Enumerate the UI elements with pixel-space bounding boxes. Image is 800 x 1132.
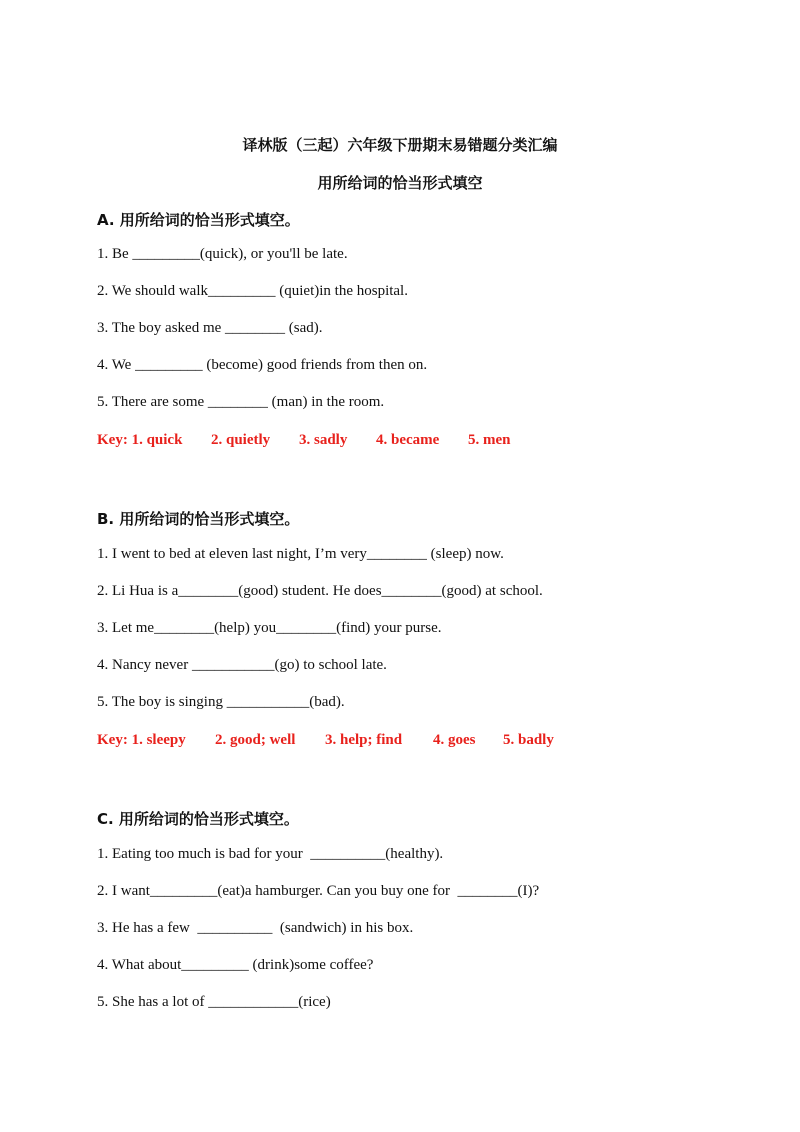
question-item: 3. Let me________(help) you________(find) your purse. <box>97 620 442 636</box>
question-item: 3. The boy asked me ________ (sad). <box>97 320 323 336</box>
question-item: 4. Nancy never ___________(go) to school late. <box>97 657 387 673</box>
question-item: 1. I went to bed at eleven last night, I’m very________ (sleep) now. <box>97 546 504 562</box>
key-item: 4. became <box>376 432 440 448</box>
question-item: 5. She has a lot of ____________(rice) <box>97 994 331 1010</box>
question-item: 1. Eating too much is bad for your __________(healthy). <box>97 846 444 862</box>
document-title: 译林版（三起）六年级下册期末易错题分类汇编 <box>242 136 558 154</box>
document-subtitle: 用所给词的恰当形式填空 <box>317 174 483 192</box>
answer-key <box>97 432 511 449</box>
key-item: Key: 1. sleepy <box>97 732 186 748</box>
key-item: 5. badly <box>503 732 554 748</box>
question-item: 1. Be _________(quick), or you'll be late. <box>97 246 348 262</box>
question-item: 5. The boy is singing ___________(bad). <box>97 694 345 710</box>
question-item: 5. There are some ________ (man) in the room. <box>97 394 385 410</box>
key-item: 5. men <box>468 432 511 448</box>
key-item: 2. quietly <box>211 432 271 448</box>
question-item: 2. I want_________(eat)a hamburger. Can you buy one for ________(I)? <box>97 883 540 899</box>
question-item: 3. He has a few __________ (sandwich) in his box. <box>97 920 414 936</box>
key-item: 2. good; well <box>215 732 296 748</box>
section-heading: A. 用所给词的恰当形式填空。 <box>97 211 300 229</box>
section-heading: C. 用所给词的恰当形式填空。 <box>97 810 299 828</box>
question-item: 2. Li Hua is a________(good) student. He does________(good) at school. <box>97 583 543 599</box>
section-heading: B. 用所给词的恰当形式填空。 <box>97 510 300 528</box>
question-item: 4. What about_________ (drink)some coffee? <box>97 957 374 973</box>
key-item: Key: 1. quick <box>97 432 183 448</box>
key-item: 3. sadly <box>299 432 348 448</box>
question-item: 4. We _________ (become) good friends from then on. <box>97 357 428 373</box>
question-item: 2. We should walk_________ (quiet)in the hospital. <box>97 283 408 299</box>
answer-key <box>97 732 554 749</box>
key-item: 3. help; find <box>325 732 403 748</box>
key-item: 4. goes <box>433 732 476 748</box>
